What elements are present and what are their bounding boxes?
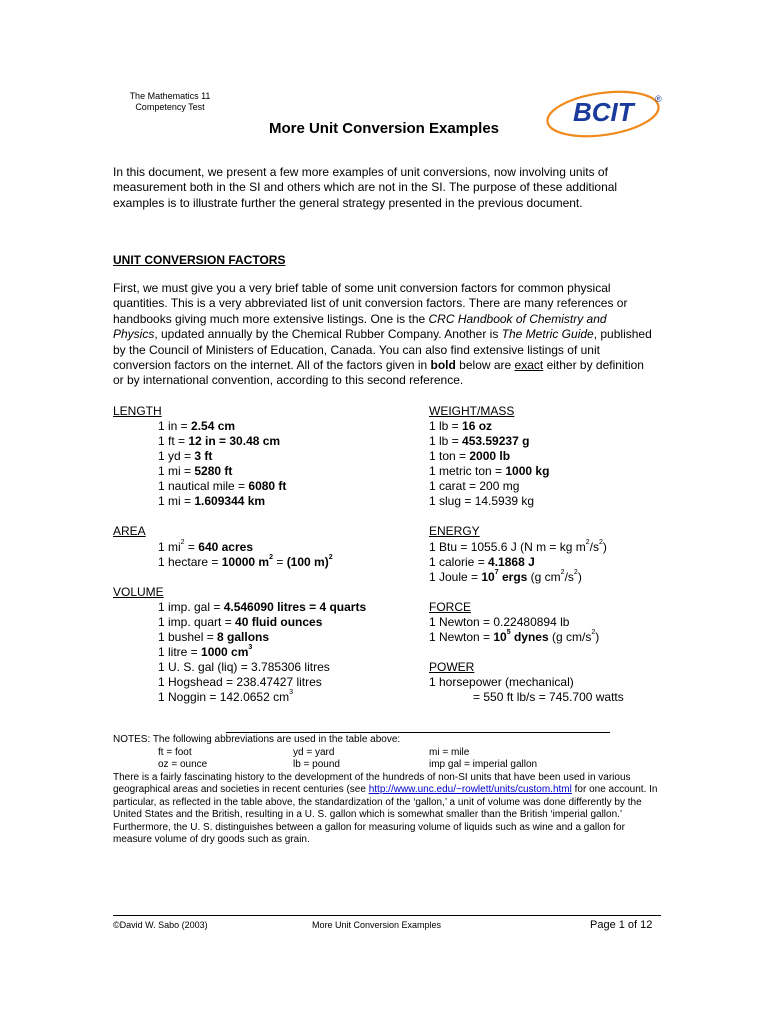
notes-intro: NOTES: The following abbreviations are used in the table above: <box>113 734 401 745</box>
energy-table <box>429 540 607 585</box>
power-label: POWER <box>429 660 475 674</box>
abbrev-item: mi = mile <box>429 746 470 758</box>
notes-divider <box>226 732 610 733</box>
abbrev-item: yd = yard <box>293 746 335 758</box>
footer-doc-title: More Unit Conversion Examples <box>312 920 442 930</box>
intro-paragraph: In this document, we present a few more examples of unit conversions, now involving units of measurement both in the SI and others which are not in the SI. The purpose of these additional examples is to illustrate further the general strategy presented in the previous document. <box>113 165 618 210</box>
section-paragraph: First, we must give you a very brief table of some unit conversion factors for common physical quantities. This is a very abbreviated list of unit conversion factors. There are many references or handbooks giving much more extensive listings. One is the CRC Handbook of Chemistry and Physics, updated annually by the Chemical Rubber Company. Another is The Metric Guide, published by the Council of Ministers of Education, Canada. You can also find extensive listings of unit conversion factors on the internet. All of the factors given in bold below are exact either by definition or by international convention, according to this second reference. <box>113 281 652 388</box>
footer-copyright: ©David W. Sabo (2003) <box>113 920 208 930</box>
abbrev-item: ft = foot <box>158 746 192 758</box>
power-row: = 550 ft lb/s = 745.700 watts <box>473 690 624 704</box>
volume-row: 1 imp. quart = 40 fluid ounces <box>158 615 323 629</box>
weight-row: 1 ton = 2000 lb <box>429 449 511 463</box>
force-table <box>429 615 599 645</box>
length-table <box>158 419 286 509</box>
area-table <box>158 540 333 570</box>
area-label: AREA <box>113 524 146 538</box>
volume-row: 1 Hogshead = 238.47427 litres <box>158 675 322 689</box>
course-line-1: The Mathematics 11 <box>129 91 211 101</box>
length-row: 1 in = 2.54 cm <box>158 419 236 433</box>
registered-mark: ® <box>655 94 662 104</box>
course-title <box>100 91 240 113</box>
notes-history-paragraph: There is a fairly fascinating history to the development of the hundreds of non-SI units that have been used in various geographical areas and societies in recent centuries (see http://www.unc.edu/~rowlett/units/custom.html for one account. In particular, as reflected in the table above, the standardization of the ‘gallon,’ a unit of volume was done differently by the United States and the British, resulting in a U. S. gallon which is somewhat smaller than the British ‘imperial gallon.’ Furthermore, the U. S. distinguishes between a gallon for measuring volume of liquids such as wine and a gallon for measure volume of dry goods such as grain. <box>113 771 658 845</box>
weight-row: 1 lb = 453.59237 g <box>429 434 530 448</box>
length-row: 1 mi = 5280 ft <box>158 464 233 478</box>
length-row: 1 nautical mile = 6080 ft <box>158 479 287 493</box>
power-row: 1 horsepower (mechanical) <box>429 675 574 689</box>
notes-section <box>113 734 658 847</box>
history-link[interactable]: http://www.unc.edu/~rowlett/units/custom.html <box>368 784 572 795</box>
volume-table <box>158 600 366 705</box>
weight-table <box>429 419 549 509</box>
weight-row: 1 carat = 200 mg <box>429 479 520 493</box>
logo-text: BCIT <box>573 97 634 127</box>
section-heading: UNIT CONVERSION FACTORS <box>113 253 286 267</box>
force-row: 1 Newton = 0.22480894 lb <box>429 615 570 629</box>
footer-divider <box>113 915 661 916</box>
page-title: More Unit Conversion Examples <box>268 120 500 137</box>
course-line-2: Competency Test <box>135 102 205 112</box>
length-row: 1 ft = 12 in = 30.48 cm <box>158 434 281 448</box>
energy-row: 1 Joule = $10^7$ ergs (g $cm^2/s^2$) <box>429 569 582 584</box>
volume-row: 1 U. S. gal (liq) = 3.785306 litres <box>158 660 330 674</box>
weight-row: 1 lb = 16 oz <box>429 419 493 433</box>
length-label: LENGTH <box>113 404 162 418</box>
power-table <box>429 675 624 705</box>
energy-label: ENERGY <box>429 524 480 538</box>
abbrev-item: lb = pound <box>293 759 340 770</box>
abbrev-item: oz = ounce <box>158 759 208 770</box>
abbrev-row <box>113 759 658 772</box>
volume-row: 1 bushel = 8 gallons <box>158 630 270 644</box>
weight-label: WEIGHT/MASS <box>429 404 515 418</box>
area-row: 1 $mi^2 = 640$ acres <box>158 539 253 554</box>
area-row: 1 hectare = 10000 $m^2 = (100$ m)$^2$ <box>158 554 333 569</box>
volume-row: 1 litre = 1000 $cm^3$ <box>158 644 253 659</box>
force-row: 1 Newton = $10^5$ dynes (g $cm/s^2$) <box>429 629 600 644</box>
energy-row: 1 Btu = 1055.6 J (N m = kg $m^2/s^2$) <box>429 539 607 554</box>
weight-row: 1 metric ton = 1000 kg <box>429 464 550 478</box>
volume-row: 1 Noggin = 142.0652 $cm^3$ <box>158 689 293 704</box>
force-label: FORCE <box>429 600 471 614</box>
abbrev-item: imp gal = imperial gallon <box>429 759 538 770</box>
length-row: 1 yd = 3 ft <box>158 449 213 463</box>
page-number: Page 1 of 12 <box>590 919 653 931</box>
length-row: 1 mi = 1.609344 km <box>158 494 266 508</box>
weight-row: 1 slug = 14.5939 kg <box>429 494 535 508</box>
volume-label: VOLUME <box>113 585 164 599</box>
energy-row: 1 calorie = 4.1868 J <box>429 555 535 569</box>
volume-row: 1 imp. gal = 4.546090 litres = 4 quarts <box>158 600 367 614</box>
abbrev-row <box>113 747 658 760</box>
